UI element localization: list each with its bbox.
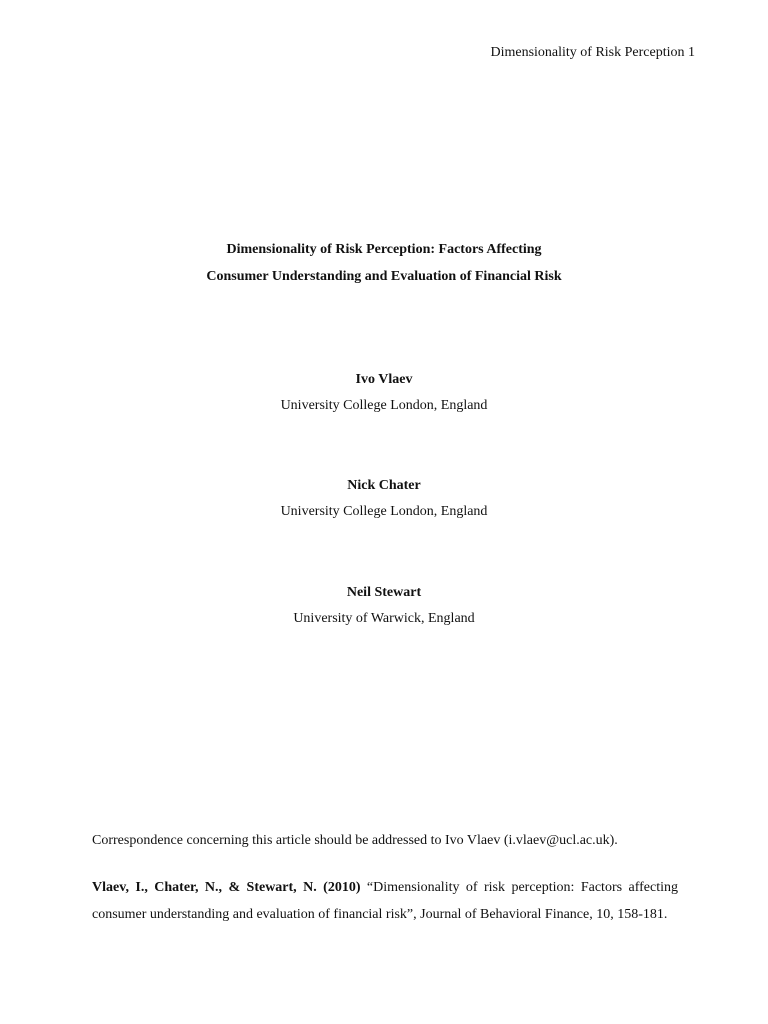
author-block-vlaev: [0, 367, 768, 419]
title-line-1: Dimensionality of Risk Perception: Factors Affecting: [226, 242, 542, 257]
correspondence-note: Correspondence concerning this article should be addressed to Ivo Vlaev (i.vlaev@ucl.ac.uk).: [92, 833, 618, 848]
title-line-2: Consumer Understanding and Evaluation of Financial Risk: [206, 269, 562, 284]
author-affiliation: University College London, England: [280, 504, 488, 519]
author-affiliation: University of Warwick, England: [293, 611, 475, 626]
citation-block: [92, 875, 678, 928]
author-name: Nick Chater: [347, 478, 421, 493]
paper-title: [0, 236, 768, 290]
citation-authors: Vlaev, I., Chater, N., & Stewart, N. (2010): [92, 880, 361, 895]
citation-text: “Dimensionality of risk perception: Factors affecting consumer understanding and evaluation of financial risk”, Journal of Behavioral Finance, 10, 158-181.: [92, 880, 678, 922]
author-affiliation: University College London, England: [280, 398, 488, 413]
running-head: Dimensionality of Risk Perception 1: [490, 45, 695, 60]
author-block-stewart: [0, 580, 768, 632]
author-name: Ivo Vlaev: [355, 372, 413, 387]
author-block-chater: [0, 473, 768, 525]
author-name: Neil Stewart: [346, 585, 422, 600]
